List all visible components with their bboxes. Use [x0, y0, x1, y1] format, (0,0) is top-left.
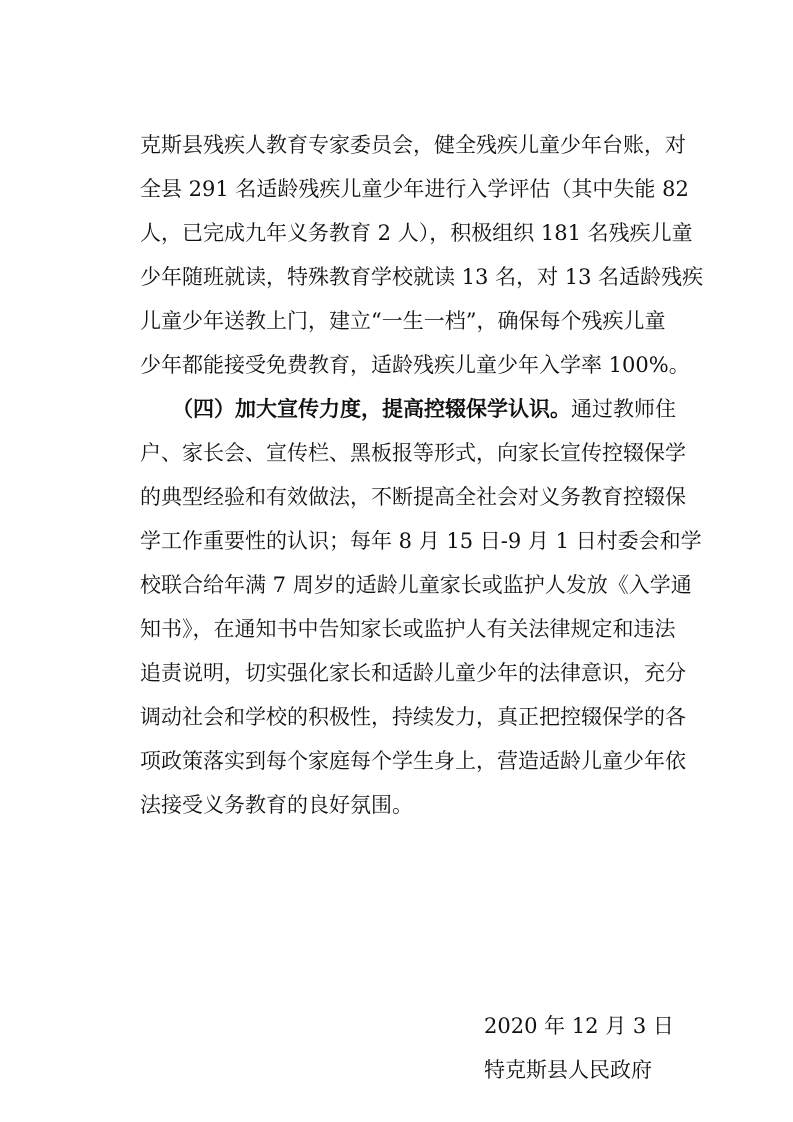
- paragraph-line: 校联合给年满 7 周岁的适龄儿童家长或监护人发放《入学通: [140, 573, 692, 597]
- paragraph-line: 少年随班就读，特殊教育学校就读 13 名，对 13 名适龄残疾: [140, 265, 704, 289]
- paragraph-line: 儿童少年送教上门，建立“一生一档”，确保每个残疾儿童: [140, 309, 666, 333]
- signature-date: 2020 年 12 月 3 日: [484, 1014, 674, 1038]
- paragraph-line: 知书》，在通知书中告知家长或监护人有关法律规定和违法: [140, 617, 676, 641]
- paragraph-line: 项政策落实到每个家庭每个学生身上，营造适龄儿童少年依: [140, 749, 686, 773]
- paragraph-line: 少年都能接受免费教育，适龄残疾儿童少年入学率 100%。: [140, 353, 690, 377]
- paragraph-line: 户、家长会、宣传栏、黑板报等形式，向家长宣传控辍保学: [140, 441, 686, 465]
- section-heading: （四）加大宣传力度，提高控辍保学认识。: [172, 396, 571, 421]
- paragraph-line: 调动社会和学校的积极性，持续发力，真正把控辍保学的各: [140, 705, 686, 729]
- paragraph-line: 人，已完成九年义务教育 2 人），积极组织 181 名残疾儿童: [140, 221, 693, 245]
- paragraph-line-rest: 通过教师住: [571, 397, 676, 421]
- paragraph-line: 全县 291 名适龄残疾儿童少年进行入学评估（其中失能 82: [140, 177, 689, 201]
- paragraph-line: 追责说明，切实强化家长和适龄儿童少年的法律意识，充分: [140, 661, 686, 685]
- paragraph-line: 克斯县残疾人教育专家委员会，健全残疾儿童少年台账，对: [140, 133, 686, 157]
- paragraph-line: 法接受义务教育的良好氛围。: [140, 793, 413, 817]
- signature-issuer: 特克斯县人民政府: [484, 1058, 652, 1082]
- paragraph-first-line: [172, 395, 676, 423]
- paragraph-line: 学工作重要性的认识；每年 8 月 15 日-9 月 1 日村委会和学: [140, 529, 702, 553]
- paragraph-line: 的典型经验和有效做法，不断提高全社会对义务教育控辍保: [140, 485, 686, 509]
